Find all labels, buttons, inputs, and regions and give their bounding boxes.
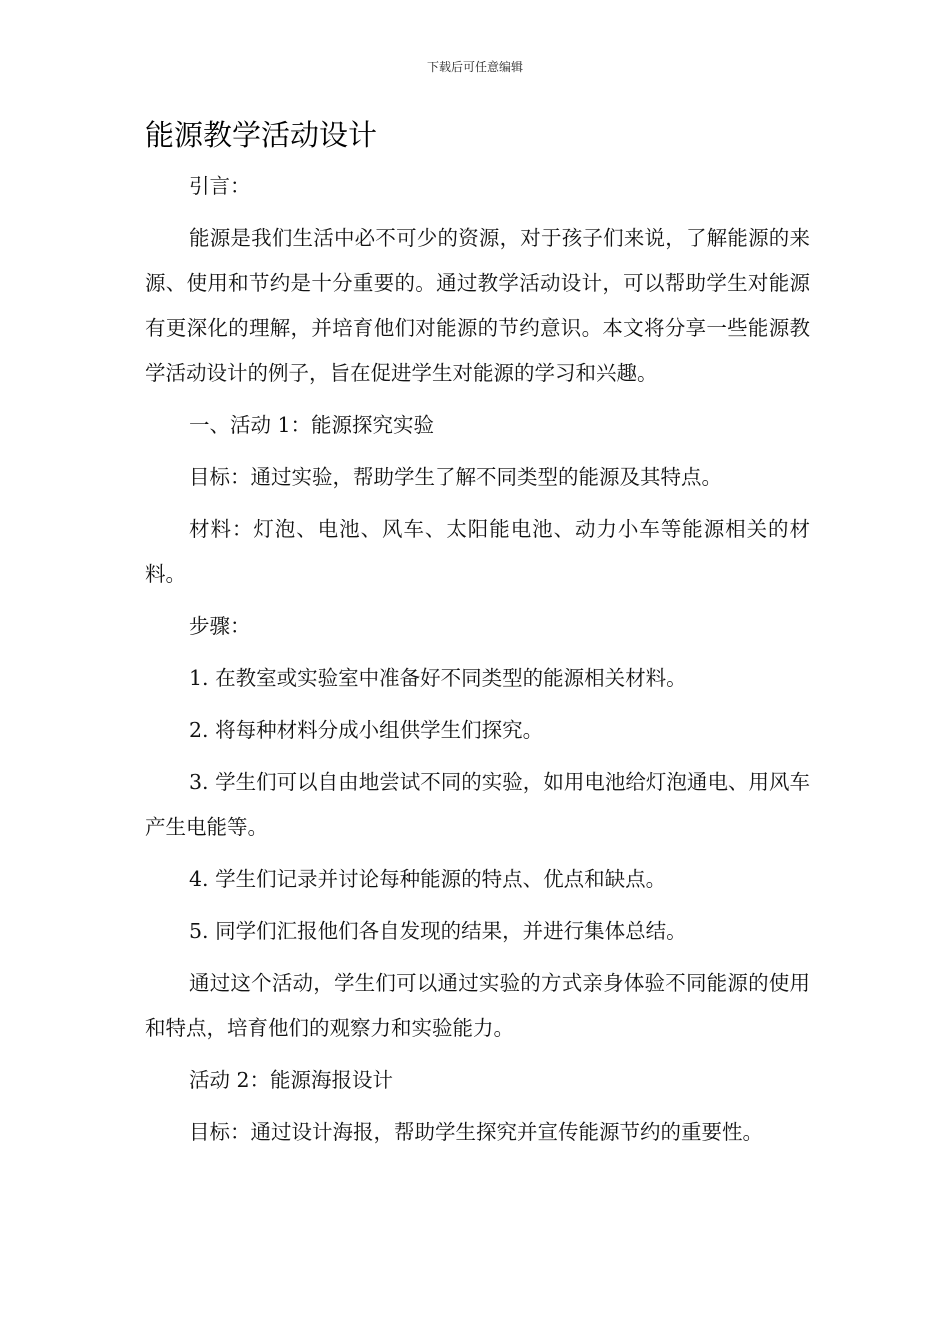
step-1: 1. 在教室或实验室中准备好不同类型的能源相关材料。 — [189, 666, 687, 690]
activity-1-summary: 通过这个活动，学生们可以通过实验的方式亲身体验不同能源的使用和特点，培育他们的观察力和实验能力。 — [145, 971, 810, 1040]
step-3: 3. 学生们可以自由地尝试不同的实验，如用电池给灯泡通电、用风车产生电能等。 — [145, 770, 810, 839]
document-body — [145, 112, 810, 1162]
step-4: 4. 学生们记录并讨论每种能源的特点、优点和缺点。 — [189, 867, 667, 891]
step-5: 5. 同学们汇报他们各自发现的结果，并进行集体总结。 — [189, 919, 687, 943]
intro-paragraph: 能源是我们生活中必不可少的资源，对于孩子们来说，了解能源的来源、使用和节约是十分重要的。通过教学活动设计，可以帮助学生对能源有更深化的理解，并培育他们对能源的节约意识。本文将分享一些能源教学活动设计的例子，旨在促进学生对能源的学习和兴趣。 — [145, 226, 810, 385]
document-title: 能源教学活动设计 — [145, 118, 378, 152]
activity-1-steps-heading: 步骤： — [189, 614, 251, 638]
activity-1-goal: 目标：通过实验，帮助学生了解不同类型的能源及其特点。 — [189, 465, 722, 489]
step-2: 2. 将每种材料分成小组供学生们探究。 — [189, 718, 544, 742]
activity-2-goal: 目标：通过设计海报，帮助学生探究并宣传能源节约的重要性。 — [189, 1120, 763, 1144]
activity-2-heading: 活动 2：能源海报设计 — [189, 1068, 394, 1092]
intro-heading: 引言： — [189, 174, 251, 198]
header-note: 下载后可任意编辑 — [426, 60, 523, 74]
activity-1-materials: 材料：灯泡、电池、风车、太阳能电池、动力小车等能源相关的材料。 — [145, 517, 810, 586]
activity-1-heading: 一、活动 1：能源探究实验 — [189, 413, 435, 437]
